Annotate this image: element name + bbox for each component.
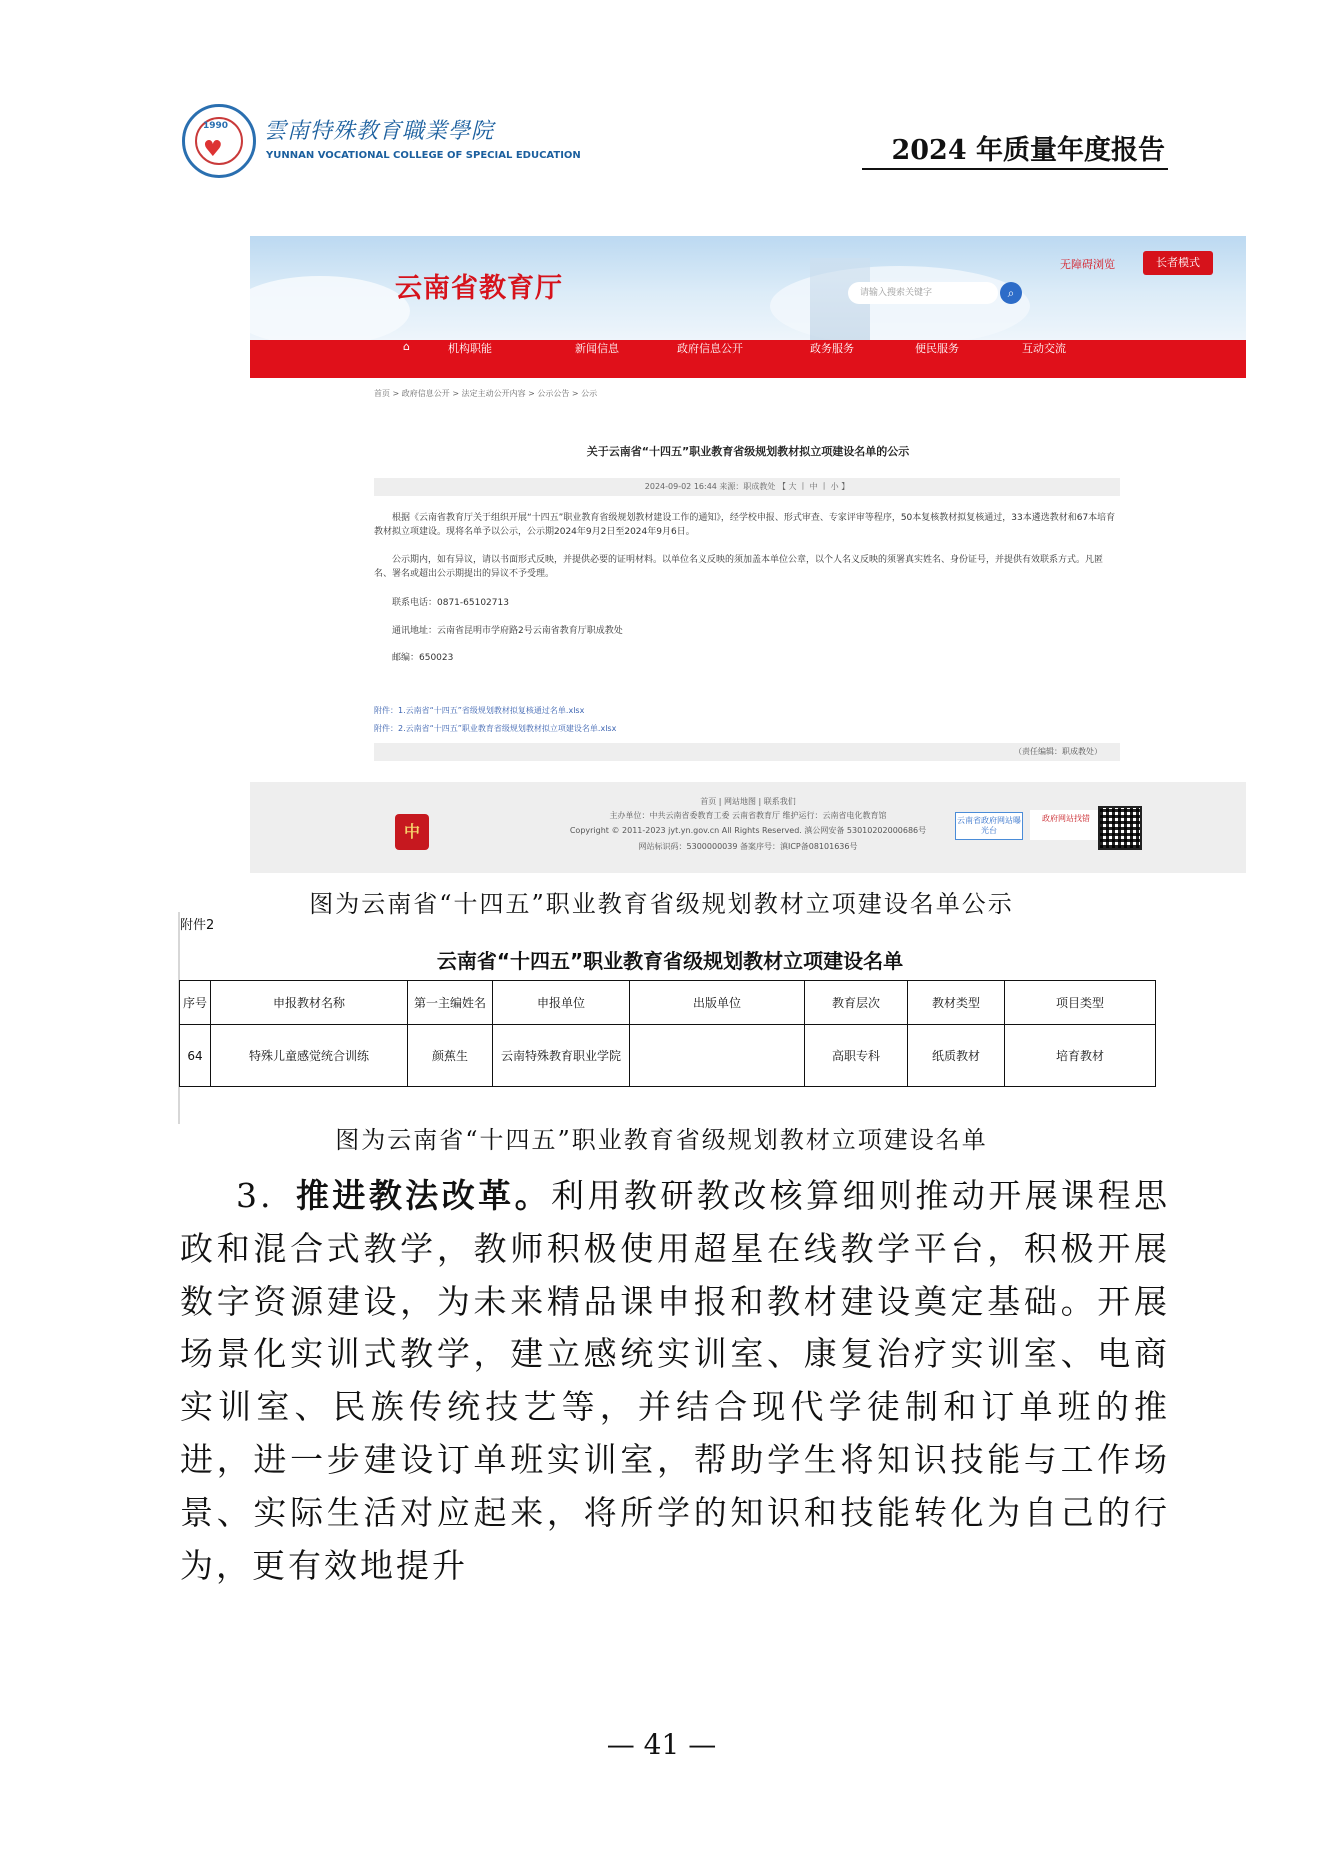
search-input[interactable]: 请输入搜索关键字 (848, 282, 998, 304)
elder-mode-button[interactable]: 长者模式 (1143, 251, 1213, 275)
report-title: 2024 年质量年度报告 (891, 135, 1165, 166)
nav-item-news[interactable]: 新闻信息 (575, 342, 619, 355)
notice-phone: 联系电话：0871-65102713 (392, 598, 509, 608)
school-name-cn: 雲南特殊教育職業學院 (264, 119, 495, 144)
caption-1: 图为云南省“十四五”职业教育省级规划教材立项建设名单公示 (309, 890, 1014, 918)
footer-site-id: 网站标识码：5300000039 备案序号：滇ICP备08101636号 (638, 842, 858, 851)
nav-item-org[interactable]: 机构职能 (448, 342, 492, 355)
table-row (180, 1025, 1156, 1087)
caption-2: 图为云南省“十四五”职业教育省级规划教材立项建设名单 (335, 1126, 988, 1154)
footer-copyright: Copyright © 2011-2023 jyt.yn.gov.cn All Rights Reserved. 滇公网安备 53010202000686号 (569, 826, 927, 835)
notice-postcode: 邮编：650023 (392, 653, 454, 663)
search-icon[interactable]: ⌕ (1000, 282, 1022, 304)
table-cell: 纸质教材 (908, 1025, 1005, 1087)
editor-note: （责任编辑：职成教处） (374, 743, 1120, 761)
home-icon[interactable]: ⌂ (403, 340, 410, 353)
nav-item-convenience[interactable]: 便民服务 (915, 342, 959, 355)
col-header: 序号 (180, 981, 211, 1025)
nav-item-interaction[interactable]: 互动交流 (1022, 342, 1066, 355)
nav-item-info-public[interactable]: 政府信息公开 (677, 342, 743, 355)
nav-item-services[interactable]: 政务服务 (810, 342, 854, 355)
party-gov-badge-icon[interactable]: 中 (395, 814, 429, 850)
textbook-table (179, 980, 1156, 1087)
col-header: 申报单位 (493, 981, 630, 1025)
notice-address: 通讯地址：云南省昆明市学府路2号云南省教育厅职成教处 (392, 626, 623, 636)
heart-icon: ♥ (203, 137, 223, 162)
qr-code-icon (1098, 806, 1142, 850)
footer-sponsor: 主办单位：中共云南省委教育工委 云南省教育厅 维护运行：云南省电化教育馆 (609, 811, 887, 820)
col-header: 教材类型 (908, 981, 1005, 1025)
school-logo-block (182, 104, 581, 184)
col-header: 项目类型 (1005, 981, 1156, 1025)
attachment-link-1[interactable]: 附件：1.云南省“十四五”省级规划教材拟复核通过名单.xlsx (374, 706, 585, 715)
notice-title: 关于云南省“十四五”职业教育省级规划教材拟立项建设名单的公示 (586, 445, 910, 458)
logo-year: 1990 (203, 121, 229, 131)
table-cell: 云南特殊教育职业学院 (493, 1025, 630, 1087)
table-header-row (180, 981, 1156, 1025)
main-nav (250, 340, 1246, 378)
attachment-label: 附件2 (180, 918, 215, 933)
table-title: 云南省“十四五”职业教育省级规划教材立项建设名单 (436, 949, 904, 973)
table-cell: 高职专科 (805, 1025, 908, 1087)
section-number: 3. (236, 1176, 274, 1215)
col-header: 申报教材名称 (211, 981, 408, 1025)
site-footer (250, 782, 1246, 873)
section-text: 利用教研教改核算细则推动开展课程思政和混合式教学，教师积极使用超星在线教学平台，积极开展数字资源建设，为未来精品课申报和教材建设奠定基础。开展场景化实训式教学，建立感统实训室、康复治疗实训室、电商实训室、民族传统技艺等，并结合现代学徒制和订单班的推进，进一步建设订单班实训室，帮助学生将知识技能与工作场景、实际生活对应起来，将所学的知识和技能转化为自己的行为，更有效地提升 (180, 1176, 1170, 1585)
school-name-en: YUNNAN VOCATIONAL COLLEGE OF SPECIAL EDUCATION (266, 150, 581, 161)
header-divider (862, 168, 1168, 170)
table-cell: 培育教材 (1005, 1025, 1156, 1087)
accessibility-link[interactable]: 无障碍浏览 (1060, 258, 1115, 271)
footer-links[interactable]: 首页 | 网站地图 | 联系我们 (700, 797, 796, 806)
notice-paragraph: 根据《云南省教育厅关于组织开展“十四五”职业教育省级规划教材建设工作的通知》，经学校申报、形式审查、专家评审等程序，50本复核教材拟复核通过，33本遴选教材和67本培育教材拟立项建设。现将名单予以公示，公示期2024年9月2日至2024年9月6日。 (374, 513, 1116, 537)
table-cell: 颜蕉生 (408, 1025, 493, 1087)
col-header: 教育层次 (805, 981, 908, 1025)
page-number: — 41 — (606, 1728, 717, 1761)
attachment-link-2[interactable]: 附件：2.云南省“十四五”职业教育省级规划教材拟立项建设名单.xlsx (374, 724, 617, 733)
table-cell: 64 (180, 1025, 211, 1087)
site-banner (250, 236, 1246, 340)
notice-paragraph: 公示期内，如有异议，请以书面形式反映，并提供必要的证明材料。以单位名义反映的须加盖本单位公章，以个人名义反映的须署真实姓名、身份证号，并提供有效联系方式。凡匿名、署名或超出公示期提出的异议不予受理。 (374, 555, 1104, 579)
col-header: 第一主编姓名 (408, 981, 493, 1025)
gov-exposure-badge[interactable]: 云南省政府网站曝光台 (955, 812, 1023, 840)
notice-meta: 2024-09-02 16:44 来源：职成教处 【 大 丨 中 丨 小 】 (374, 478, 1120, 496)
site-title[interactable]: 云南省教育厅 (395, 273, 563, 304)
body-paragraph (180, 1170, 1170, 1592)
section-lead: 推进教法改革。 (295, 1176, 551, 1215)
breadcrumb[interactable]: 首页 > 政府信息公开 > 法定主动公开内容 > 公示公告 > 公示 (374, 389, 598, 398)
website-screenshot (250, 236, 1246, 873)
school-emblem-icon (182, 104, 256, 178)
table-cell (630, 1025, 805, 1087)
site-error-badge[interactable]: 政府网站找错 (1030, 810, 1102, 840)
col-header: 出版单位 (630, 981, 805, 1025)
table-cell: 特殊儿童感觉统合训练 (211, 1025, 408, 1087)
